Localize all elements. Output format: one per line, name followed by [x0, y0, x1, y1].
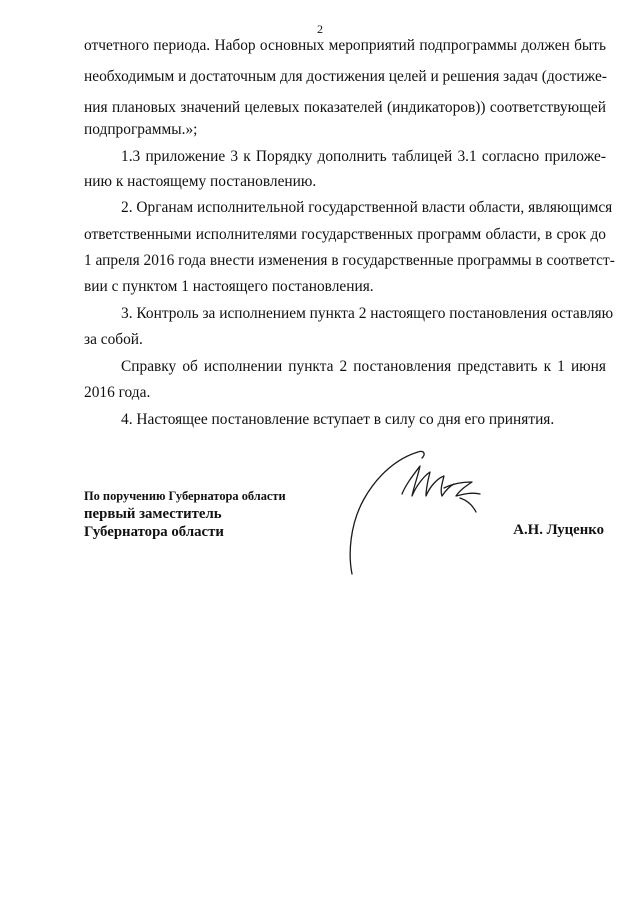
- signature-position-line: первый заместитель: [84, 506, 222, 522]
- paragraph-line: 1.3 приложение 3 к Порядку дополнить таблицей 3.1 согласно приложе-: [121, 148, 606, 165]
- paragraph-line: необходимым и достаточным для достижения целей и решения задач (достиже-: [84, 68, 607, 85]
- paragraph-line: ответственными исполнителями государственных программ области, в срок до: [84, 226, 606, 243]
- paragraph-line: нию к настоящему постановлению.: [84, 173, 317, 190]
- handwritten-signature: [340, 444, 490, 585]
- paragraph-line: ния плановых значений целевых показателей (индикаторов)) соответствующей: [84, 99, 606, 116]
- paragraph-line: за собой.: [84, 331, 143, 348]
- paragraph-line: 3. Контроль за исполнением пункта 2 настоящего постановления оставляю: [121, 305, 614, 322]
- paragraph-line: Справку об исполнении пункта 2 постановления представить к 1 июня: [121, 358, 606, 375]
- paragraph-line: 4. Настоящее постановление вступает в силу со дня его принятия.: [121, 411, 555, 428]
- signature-authority-line: По поручению Губернатора области: [84, 489, 286, 503]
- page-number: 2: [317, 22, 323, 36]
- paragraph-line: подпрограммы.»;: [84, 121, 198, 138]
- paragraph-line: отчетного периода. Набор основных мероприятий подпрограммы должен быть: [84, 37, 606, 54]
- paragraph-line: 1 апреля 2016 года внести изменения в государственные программы в соответст-: [84, 252, 615, 269]
- paragraph-line: 2016 года.: [84, 384, 151, 401]
- signatory-name: А.Н. Луценко: [513, 522, 604, 538]
- paragraph-line: вии с пунктом 1 настоящего постановления.: [84, 278, 374, 295]
- paragraph-line: 2. Органам исполнительной государственной власти области, являющимся: [121, 199, 613, 216]
- signature-position-line: Губернатора области: [84, 524, 224, 540]
